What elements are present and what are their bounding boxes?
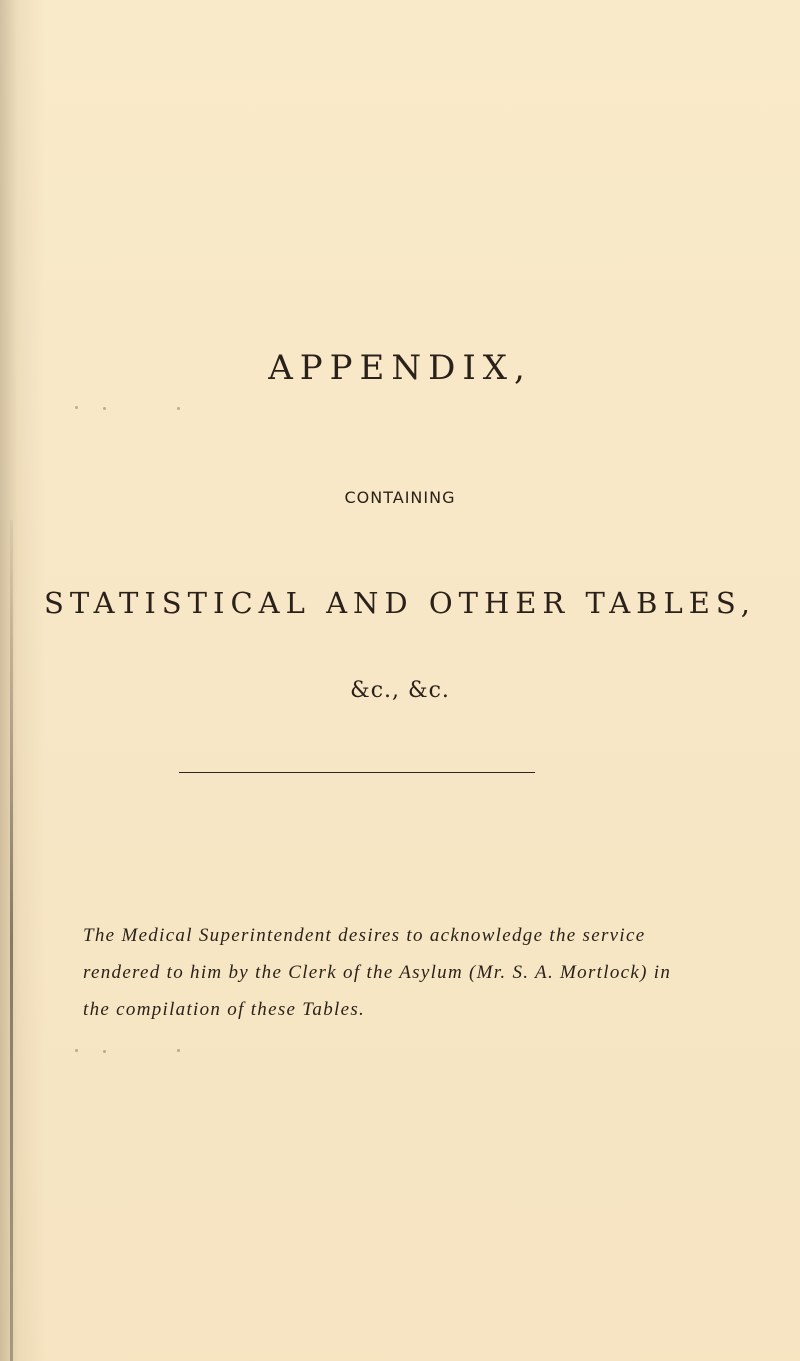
paper-speck xyxy=(103,407,106,410)
horizontal-rule xyxy=(179,772,535,773)
tables-subtitle: STATISTICAL AND OTHER TABLES, xyxy=(44,586,756,620)
paper-speck xyxy=(75,406,78,409)
acknowledgement-paragraph: The Medical Superintendent desires to acknowledge the service rendered to him by the Clerk of the Asylum (Mr. S. A. Mortlock) in the compilation of these Tables. xyxy=(83,925,672,1020)
paper-speck xyxy=(75,1049,78,1052)
paper-speck xyxy=(177,1049,180,1052)
etcetera-line: &c., &c. xyxy=(350,678,450,703)
page-spine-shadow xyxy=(10,520,13,1361)
appendix-title: APPENDIX, xyxy=(268,348,532,388)
paper-speck xyxy=(177,407,180,410)
containing-label: CONTAINING xyxy=(344,488,456,507)
paper-speck xyxy=(103,1050,106,1053)
